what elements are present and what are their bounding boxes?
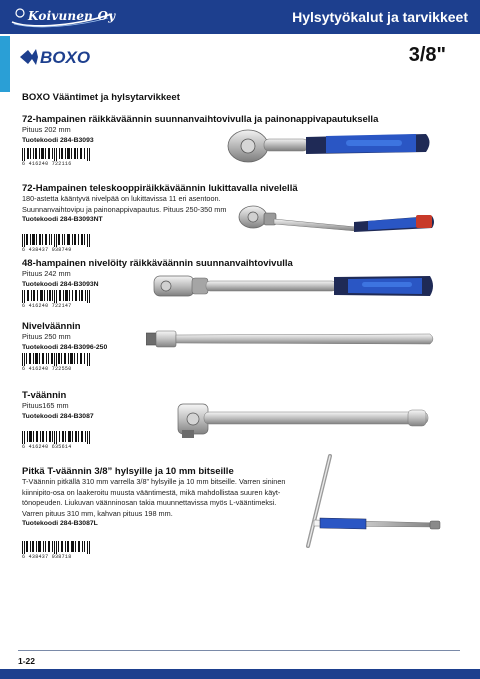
product-line: Pituus 202 mm: [22, 125, 71, 134]
product-code: Tuotekoodi 284-B3087L: [22, 520, 98, 527]
product-title: 48-hampainen nivelöity räikkäväännin suunnanvaihtovivulla: [22, 258, 293, 269]
product-line: tönopeuden. Liukuvan väänninosan takia muunnettavissa myös L-vääntimeksi.: [22, 498, 277, 507]
page-number: 1-22: [18, 656, 36, 666]
barcode: [22, 148, 90, 167]
barcode: [22, 541, 90, 560]
ratchet-wrench-image: [226, 126, 434, 170]
product-title: Nivelväännin: [22, 321, 81, 332]
product-title: 72-hampainen räikkäväännin suunnanvaihtovivulla ja painonappivapautuksella: [22, 114, 379, 125]
product-code: Tuotekoodi 284-B3093: [22, 136, 94, 144]
barcode-number: 6 416240 722550: [22, 366, 72, 372]
product-line: T-Väännin pitkällä 310 mm varrella 3/8” hylsyille ja 10 mm bitseille. Varren sininen: [22, 477, 286, 486]
barcode: [22, 431, 90, 450]
footer-divider: [18, 650, 460, 651]
barcode: [22, 234, 90, 253]
barcode-bars: [22, 234, 90, 247]
product-line: Varren pituus 310 mm, kahvan pituus 198 mm.: [22, 508, 173, 518]
barcode-number: 6 416240 635614: [22, 444, 72, 450]
product-5: [22, 390, 94, 422]
company-name: Koivunen Oy: [28, 9, 116, 23]
barcode-bars: [22, 353, 90, 366]
product-code: Tuotekoodi 284-B3096-250: [22, 343, 108, 351]
hinged-ratchet-image: [150, 270, 436, 302]
barcode-bars: [22, 431, 90, 444]
barcode-number: 6 416240 722116: [22, 161, 72, 167]
section-heading: BOXO Vääntimet ja hylsytarvikkeet: [22, 92, 180, 103]
boxo-logo-text: BOXO: [40, 48, 91, 67]
telescopic-ratchet-image: [236, 200, 436, 244]
product-line: Pituus 242 mm: [22, 269, 71, 278]
side-tab-marker: [0, 36, 10, 92]
product-title: T-väännin: [22, 390, 67, 401]
company-logo: [8, 4, 118, 30]
barcode-number: 6 416240 722147: [22, 303, 72, 309]
barcode: [22, 353, 90, 372]
barcode-number: 6 438437 038718: [22, 554, 72, 560]
product-line: Suunnanvaihtovipu ja painonappivapautus. Pituus 250-350 mm: [22, 204, 227, 214]
product-4: [22, 321, 107, 353]
barcode-number: 6 438437 038749: [22, 247, 72, 253]
barcode-bars: [22, 541, 90, 554]
footer-bar: [0, 669, 480, 679]
boxo-logo: [18, 46, 114, 68]
product-code: Tuotekoodi 284-B3093N: [22, 280, 99, 288]
breaker-bar-image: [146, 326, 436, 352]
product-title: 72-Hampainen teleskooppiräikkäväännin lukittavalla nivelellä: [22, 183, 298, 194]
product-code: Tuotekoodi 284-B3093NT: [22, 216, 103, 223]
product-6: [22, 466, 285, 529]
barcode: [22, 290, 90, 309]
product-line: Pituus 250 mm: [22, 332, 71, 341]
header-bar: [0, 0, 480, 34]
product-line: kiinnipito-osa on laakeroitu muusta vääntimestä, mikä mahdollistaa suuren käyt-: [22, 487, 281, 497]
long-t-handle-image: [300, 452, 444, 552]
section-title: Hylsytyökalut ja tarvikkeet: [292, 9, 468, 25]
product-title: Pitkä T-väännin 3/8” hylsyille ja 10 mm bitseille: [22, 466, 234, 477]
product-code: Tuotekoodi 284-B3087: [22, 412, 94, 420]
product-line: Pituus165 mm: [22, 401, 69, 410]
barcode-bars: [22, 290, 90, 303]
product-line: 180-astetta kääntyvä nivelpää on lukittavissa 11 eri asentoon.: [22, 194, 221, 203]
t-handle-image: [164, 400, 432, 440]
size-label: 3/8": [408, 44, 446, 66]
barcode-bars: [22, 148, 90, 161]
